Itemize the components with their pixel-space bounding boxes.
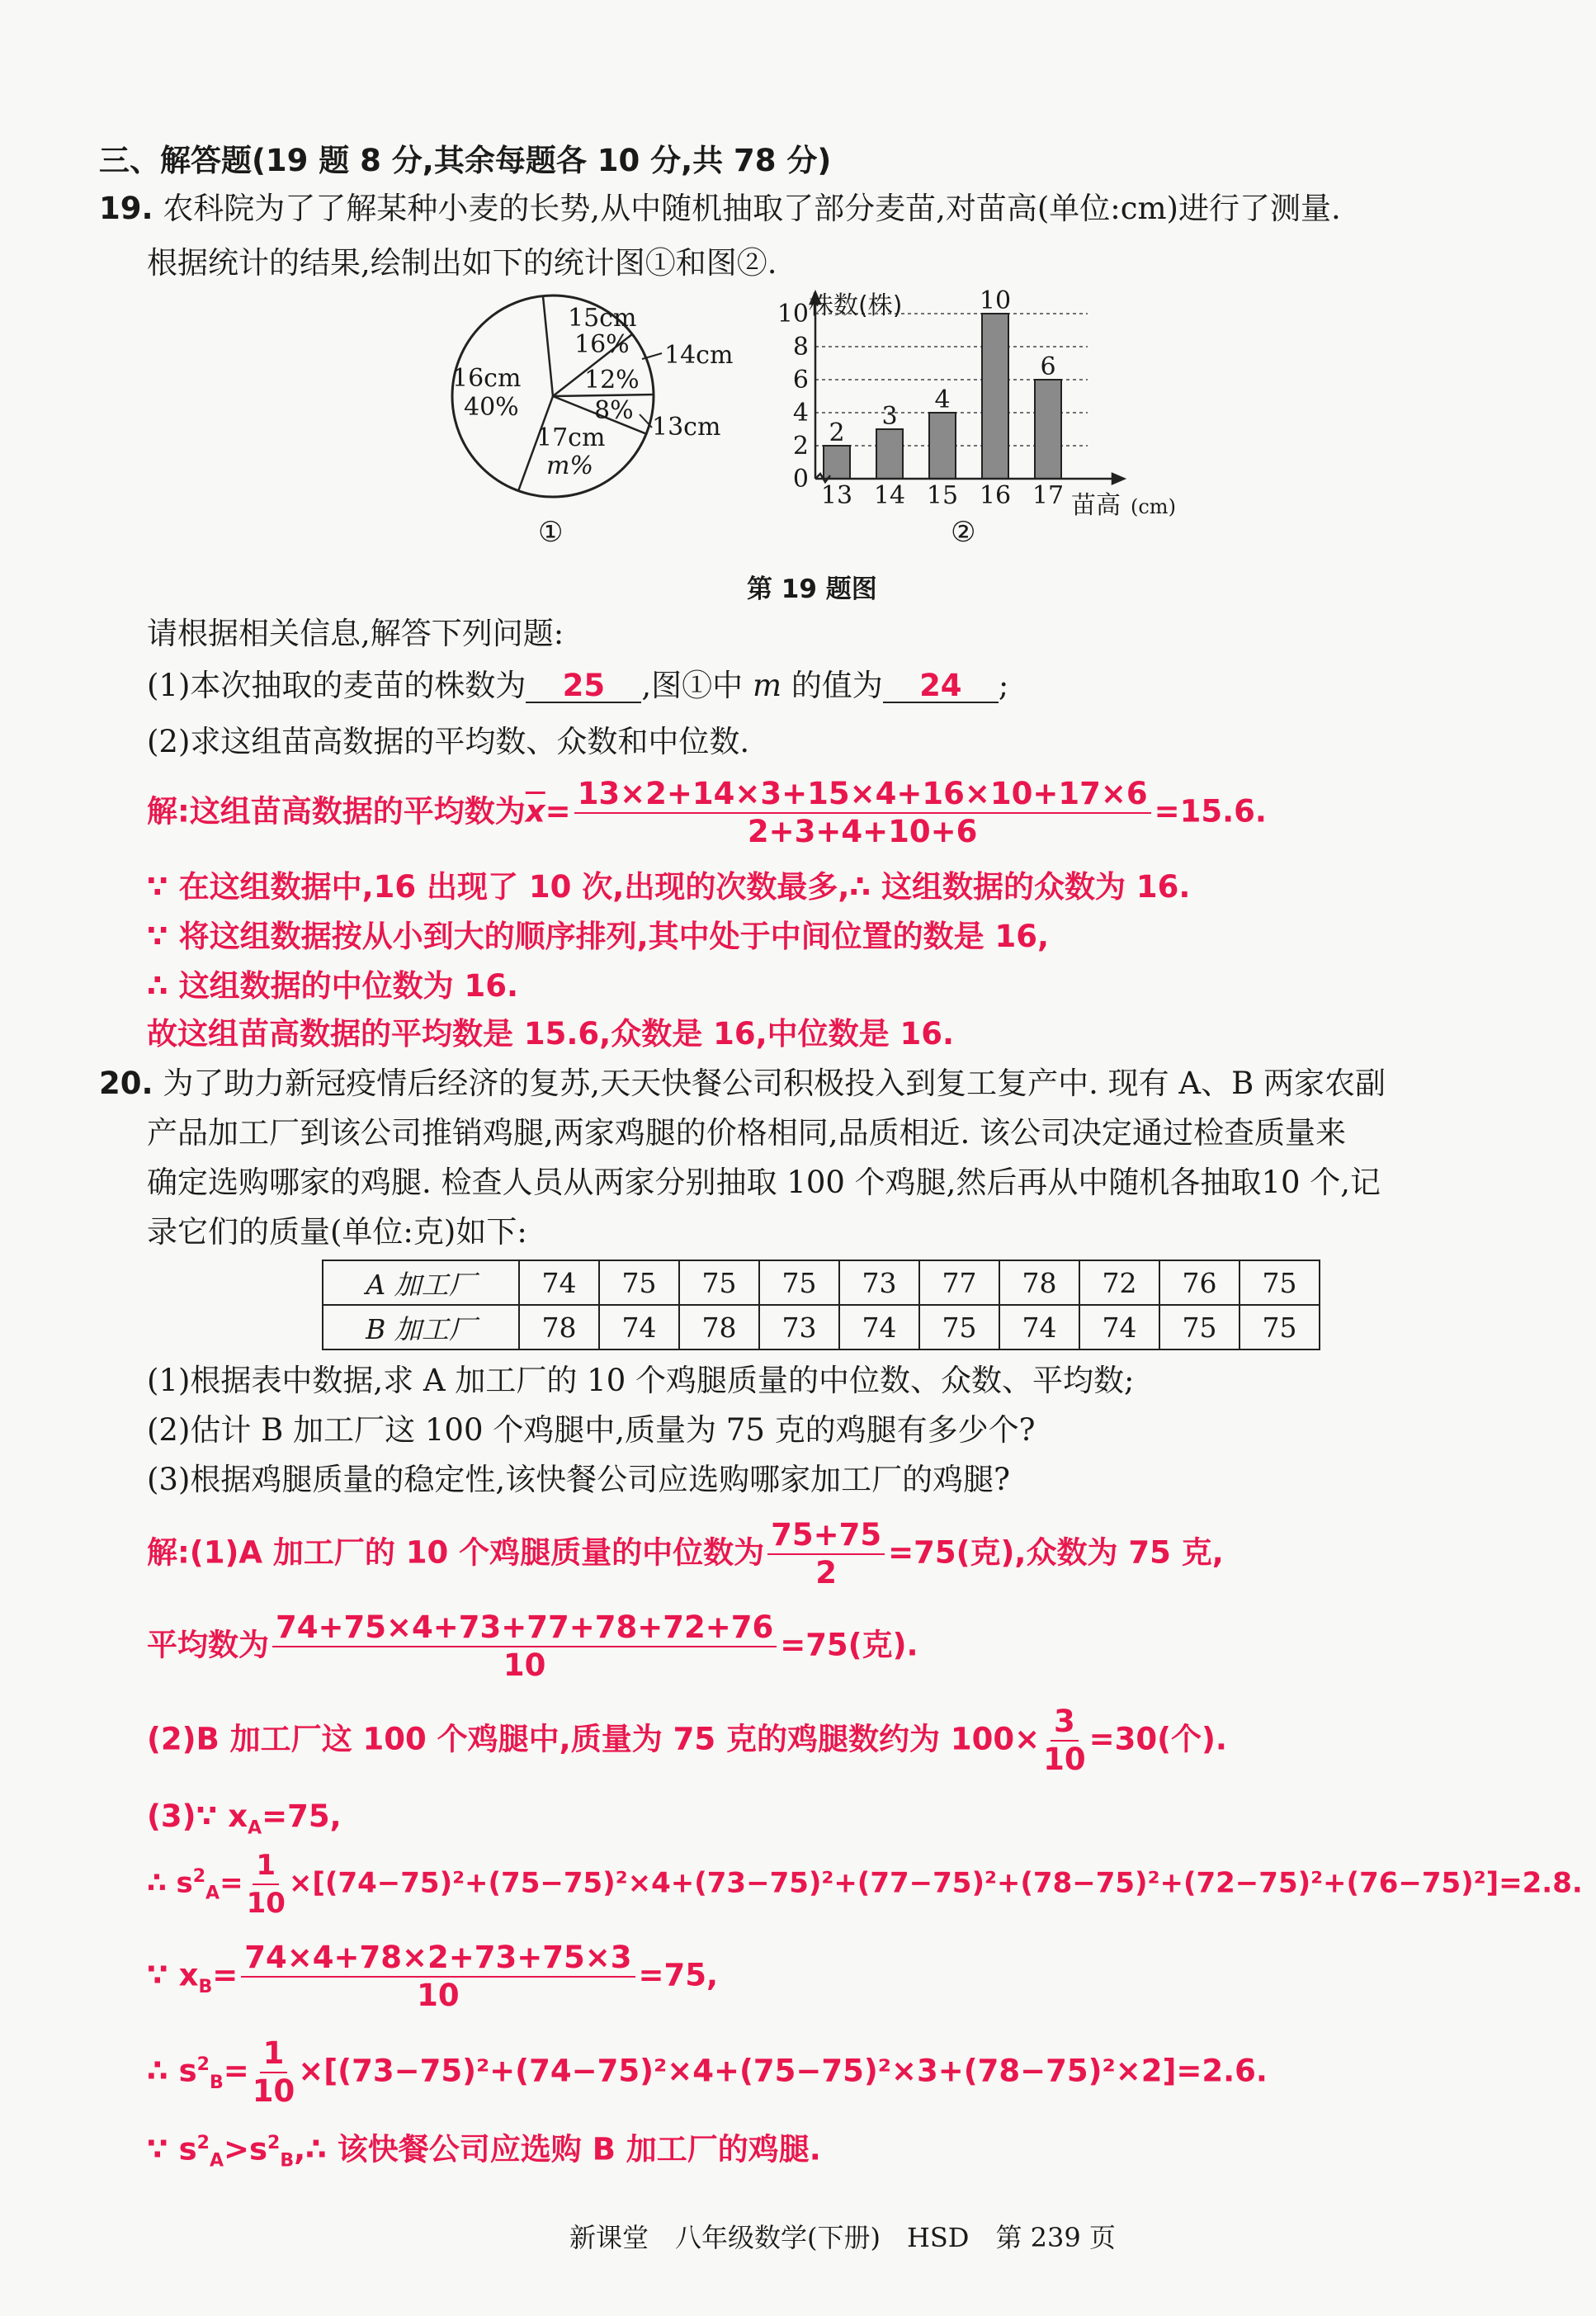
table-cell: 75 — [919, 1305, 999, 1349]
q19-solution-mode: ∵ 在这组数据中,16 出现了 10 次,出现的次数最多,∴ 这组数据的众数为 16. — [147, 869, 1191, 905]
q20-a3-fraction — [1043, 1704, 1086, 1778]
q20-a3-num: 3 — [1051, 1704, 1079, 1742]
bar-y-ticks — [777, 300, 809, 494]
q20-a1-fraction — [767, 1517, 885, 1591]
table-cell: 74 — [1079, 1305, 1159, 1349]
q20-a7-pre: ∴ s — [147, 2053, 197, 2089]
y-tick-label: 4 — [792, 399, 809, 428]
q20-a4-pre: (3)∵ x — [147, 1798, 248, 1834]
q20-a2-den: 10 — [503, 1647, 546, 1683]
y-tick-label: 8 — [792, 333, 809, 362]
answer-blank-count: 25 — [526, 670, 641, 703]
table-cell: 73 — [839, 1260, 919, 1305]
q20-part2: (2)估计 B 加工厂这 100 个鸡腿中,质量为 75 克的鸡腿有多少个? — [147, 1412, 1036, 1448]
bar-value-label: 10 — [979, 289, 1012, 315]
q19-text-2: 根据统计的结果,绘制出如下的统计图①和图②. — [147, 245, 777, 281]
pie-pct-15cm: 16% — [574, 330, 630, 359]
q20-a7-den: 10 — [252, 2073, 295, 2109]
bar-value-label: 3 — [881, 402, 898, 431]
table-cell: 74 — [519, 1260, 599, 1305]
q20-a8-pre: ∵ s — [147, 2131, 197, 2167]
pie-chart — [429, 281, 776, 561]
x-tick-label: 15 — [926, 481, 959, 510]
y-tick-label: 10 — [777, 300, 809, 328]
q19-solution-sort: ∵ 将这组数据按从小到大的顺序排列,其中处于中间位置的数是 16, — [147, 919, 1050, 954]
y-tick-label: 2 — [792, 432, 809, 461]
table-cell: 75 — [679, 1260, 759, 1305]
q19-part1-text-c: 的值为 — [791, 668, 883, 703]
q20-a6-pre: ∵ x — [147, 1957, 199, 1993]
q20-a6-fraction — [241, 1940, 635, 2014]
q19-part1-text-b: ,图①中 — [641, 668, 744, 703]
q19-number: 19. — [99, 191, 153, 226]
q20-a6-post: =75, — [638, 1957, 719, 1993]
q20-a7-sub: B — [209, 2072, 224, 2093]
q19-solution-conclusion: 故这组苗高数据的平均数是 15.6,众数是 16,中位数是 16. — [147, 1016, 955, 1052]
bar — [1035, 380, 1061, 479]
table-cell: 74 — [999, 1305, 1079, 1349]
q20-line-1: 为了助力新冠疫情后经济的复苏,天天快餐公司积极投入到复工复产中. 现有 A、B 两家农副 — [163, 1066, 1386, 1101]
q20-a5-den: 10 — [246, 1887, 286, 1920]
bar-x-axis-label: 苗高 — [1071, 491, 1121, 520]
q20-answer-8: ∵ $s^2_A>s^2_B,\therefore$ 该快餐公司应选购 B 加工厂的鸡腿. — [147, 2131, 821, 2172]
bar — [982, 314, 1008, 479]
q20-a5-body: ×[(74−75)²+(75−75)²×4+(73−75)²+(77−75)²+(78−75)²+(72−75)²+(76−75)²]=2.8. — [288, 1866, 1583, 1900]
q19-sol-res: =15.6. — [1154, 793, 1267, 830]
q19-part2: (2)求这组苗高数据的平均数、众数和中位数. — [147, 724, 750, 759]
table-cell: 75 — [1239, 1260, 1320, 1305]
x-axis-arrow — [1112, 474, 1124, 484]
q20-number: 20. — [99, 1066, 153, 1101]
weight-table — [322, 1260, 1320, 1350]
figure-caption: 第 19 题图 — [747, 574, 877, 604]
q20-text-4: 录它们的质量(单位:克)如下: — [147, 1214, 527, 1250]
q20-a7-body: ×[(73−75)²+(74−75)²×4+(75−75)²×3+(78−75)²×2]=2.6. — [298, 2053, 1268, 2089]
pie-pct-13cm: 8% — [594, 396, 634, 425]
table-cell: 75 — [599, 1260, 679, 1305]
q19-solution-median: ∴ 这组数据的中位数为 16. — [147, 968, 519, 1004]
q20-a5-fraction — [247, 1847, 286, 1921]
pie-label-14cm: 14cm — [664, 341, 734, 370]
q19-line-1: 农科院为了了解某种小麦的长势,从中随机抽取了部分麦苗,对苗高(单位:cm)进行了测量. — [163, 191, 1341, 226]
q20-answer-5: ∴ $s^2_A=$ $\frac{1}{10}$ ×[(74−75)²+(75−75)²×4+(73−75)²+(77−75)²+(78−75)²+(72−75)²+(76−75)²]=2.8. — [147, 1849, 1583, 1920]
table-row-b — [323, 1305, 1320, 1349]
q20-part3: (3)根据鸡腿质量的稳定性,该快餐公司应选购哪家加工厂的鸡腿? — [147, 1462, 1011, 1497]
q20-text-1 — [99, 1065, 1386, 1103]
pie-divider-1 — [543, 296, 553, 396]
q19-solution-mean — [147, 776, 1267, 850]
q20-answer-2 — [147, 1609, 918, 1684]
q20-a5-pre: ∴ s — [147, 1866, 193, 1900]
q20-a8-post: ,∴ 该快餐公司应选购 B 加工厂的鸡腿. — [294, 2131, 821, 2167]
pie-label-15cm: 15cm — [568, 304, 637, 333]
pie-label-17cm: 17cm — [536, 423, 606, 452]
table-cell: 78 — [679, 1305, 759, 1349]
q20-a5-sub: A — [205, 1883, 220, 1904]
table-cell: 75 — [1159, 1305, 1239, 1349]
bar-x-axis-unit: (cm) — [1131, 495, 1176, 518]
q19-sol-num: 13×2+14×3+15×4+16×10+17×6 — [574, 776, 1151, 814]
q20-a2-fraction — [272, 1609, 777, 1684]
pie-pct-14cm: 12% — [584, 366, 640, 395]
q19-part1 — [147, 667, 1008, 705]
y-tick-label: 6 — [792, 366, 809, 395]
q20-a3-den: 10 — [1043, 1742, 1086, 1777]
q20-answer-6: ∵ $x_B=$ $\frac{74\times 4+78\times 2+73+75\times 3}{10}$ =75, — [147, 1940, 719, 2013]
q20-a6-den: 10 — [417, 1978, 460, 2013]
bar — [876, 429, 903, 479]
x-tick-label: 16 — [979, 481, 1012, 510]
pie-pct-16cm: 40% — [464, 393, 519, 422]
table-cell: 76 — [1159, 1260, 1239, 1305]
q20-a7-fraction — [253, 2035, 295, 2110]
table-head-a: A 加工厂 — [323, 1260, 519, 1305]
q20-a4-sub: A — [248, 1817, 262, 1839]
table-cell: 78 — [999, 1260, 1079, 1305]
q20-a3-post: =30(个). — [1088, 1721, 1227, 1757]
bar — [929, 413, 956, 479]
section-title: 三、解答题(19 题 8 分,其余每题各 10 分,共 78 分) — [99, 143, 832, 178]
table-cell: 75 — [759, 1260, 839, 1305]
q20-answer-7: ∴ $s^2_B=$ $\frac{1}{10}$ ×[(73−75)²+(74−75)²×4+(75−75)²×3+(78−75)²×2]=2.6. — [147, 2035, 1268, 2109]
q19-sol-eq: = — [545, 793, 571, 830]
table-head-b: B 加工厂 — [323, 1305, 519, 1349]
q20-a4-post: =75, — [262, 1798, 342, 1834]
q19-part1-text-d: ; — [998, 668, 1009, 703]
bar-axes — [810, 292, 1124, 484]
q20-a6-num: 74×4+78×2+73+75×3 — [241, 1940, 635, 1978]
q20-a1-post: =75(克),众数为 75 克, — [888, 1534, 1224, 1571]
q19-sol-fraction — [574, 776, 1151, 850]
q20-a8-mid: >s — [224, 2131, 268, 2167]
q19-prompt: 请根据相关信息,解答下列问题: — [147, 616, 564, 651]
q20-a6-sub: B — [198, 1976, 213, 1997]
q20-part1: (1)根据表中数据,求 A 加工厂的 10 个鸡腿质量的中位数、众数、平均数; — [147, 1363, 1135, 1398]
bar-chart — [759, 289, 1205, 553]
q20-text-3: 确定选购哪家的鸡腿. 检查人员从两家分别抽取 100 个鸡腿,然后再从中随机各抽取10 个,记 — [147, 1165, 1381, 1200]
table-cell: 75 — [1239, 1305, 1320, 1349]
table-cell: 73 — [759, 1305, 839, 1349]
table-row-a — [323, 1260, 1320, 1305]
q20-a3-pre: (2)B 加工厂这 100 个鸡腿中,质量为 75 克的鸡腿数约为 100× — [147, 1721, 1041, 1757]
q20-answer-1 — [147, 1517, 1224, 1591]
bar-figure-label: ② — [951, 516, 976, 549]
pie-label-16cm: 16cm — [452, 364, 522, 393]
x-tick-label: 17 — [1032, 481, 1065, 510]
q20-a2-post: =75(克). — [780, 1627, 918, 1663]
pie-label-13cm: 13cm — [652, 413, 721, 442]
pie-figure-label: ① — [538, 516, 564, 549]
answer-blank-m: 24 — [883, 670, 999, 703]
x-tick-label: 14 — [873, 481, 906, 510]
table-cell: 74 — [839, 1305, 919, 1349]
q20-a1-den: 2 — [815, 1555, 837, 1590]
q20-answer-4 — [147, 1798, 342, 1847]
table-cell: 78 — [519, 1305, 599, 1349]
q20-a2-pre: 平均数为 — [147, 1627, 269, 1663]
q20-a1-pre: 解:(1)A 加工厂的 10 个鸡腿质量的中位数为 — [147, 1534, 765, 1571]
y-tick-label: 0 — [792, 465, 809, 494]
q19-sol-den: 2+3+4+10+6 — [747, 814, 978, 849]
x-tick-label: 13 — [820, 481, 853, 510]
q19-var-m: m — [752, 668, 782, 703]
bar — [824, 446, 850, 479]
q19-sol-pre: 解:这组苗高数据的平均数为 — [147, 793, 526, 830]
q20-a2-num: 74+75×4+73+77+78+72+76 — [272, 1609, 777, 1647]
q19-part1-text-a: (1)本次抽取的麦苗的株数为 — [147, 668, 526, 703]
bar-y-axis-label: 株数(株) — [809, 291, 903, 320]
table-cell: 77 — [919, 1260, 999, 1305]
q20-a7-num: 1 — [260, 2035, 288, 2073]
q19-sol-xbar: $\overline{x}$ — [525, 793, 545, 830]
q20-a1-num: 75+75 — [767, 1517, 885, 1555]
pie-pct-17cm: m% — [546, 451, 593, 480]
bar-value-label: 4 — [934, 385, 951, 414]
bar-value-label: 6 — [1040, 352, 1056, 381]
bar-x-ticks — [821, 481, 1064, 510]
table-cell: 74 — [599, 1305, 679, 1349]
q19-text-1 — [99, 190, 1341, 228]
q20-text-2: 产品加工厂到该公司推销鸡腿,两家鸡腿的价格相同,品质相近. 该公司决定通过检查质量来 — [147, 1115, 1347, 1151]
q20-a5-num: 1 — [253, 1847, 279, 1885]
bar-value-label: 2 — [829, 418, 845, 447]
page-footer: 新课堂 八年级数学(下册) HSD 第 239 页 — [569, 2222, 1116, 2253]
q20-answer-3 — [147, 1704, 1227, 1778]
table-cell: 72 — [1079, 1260, 1159, 1305]
